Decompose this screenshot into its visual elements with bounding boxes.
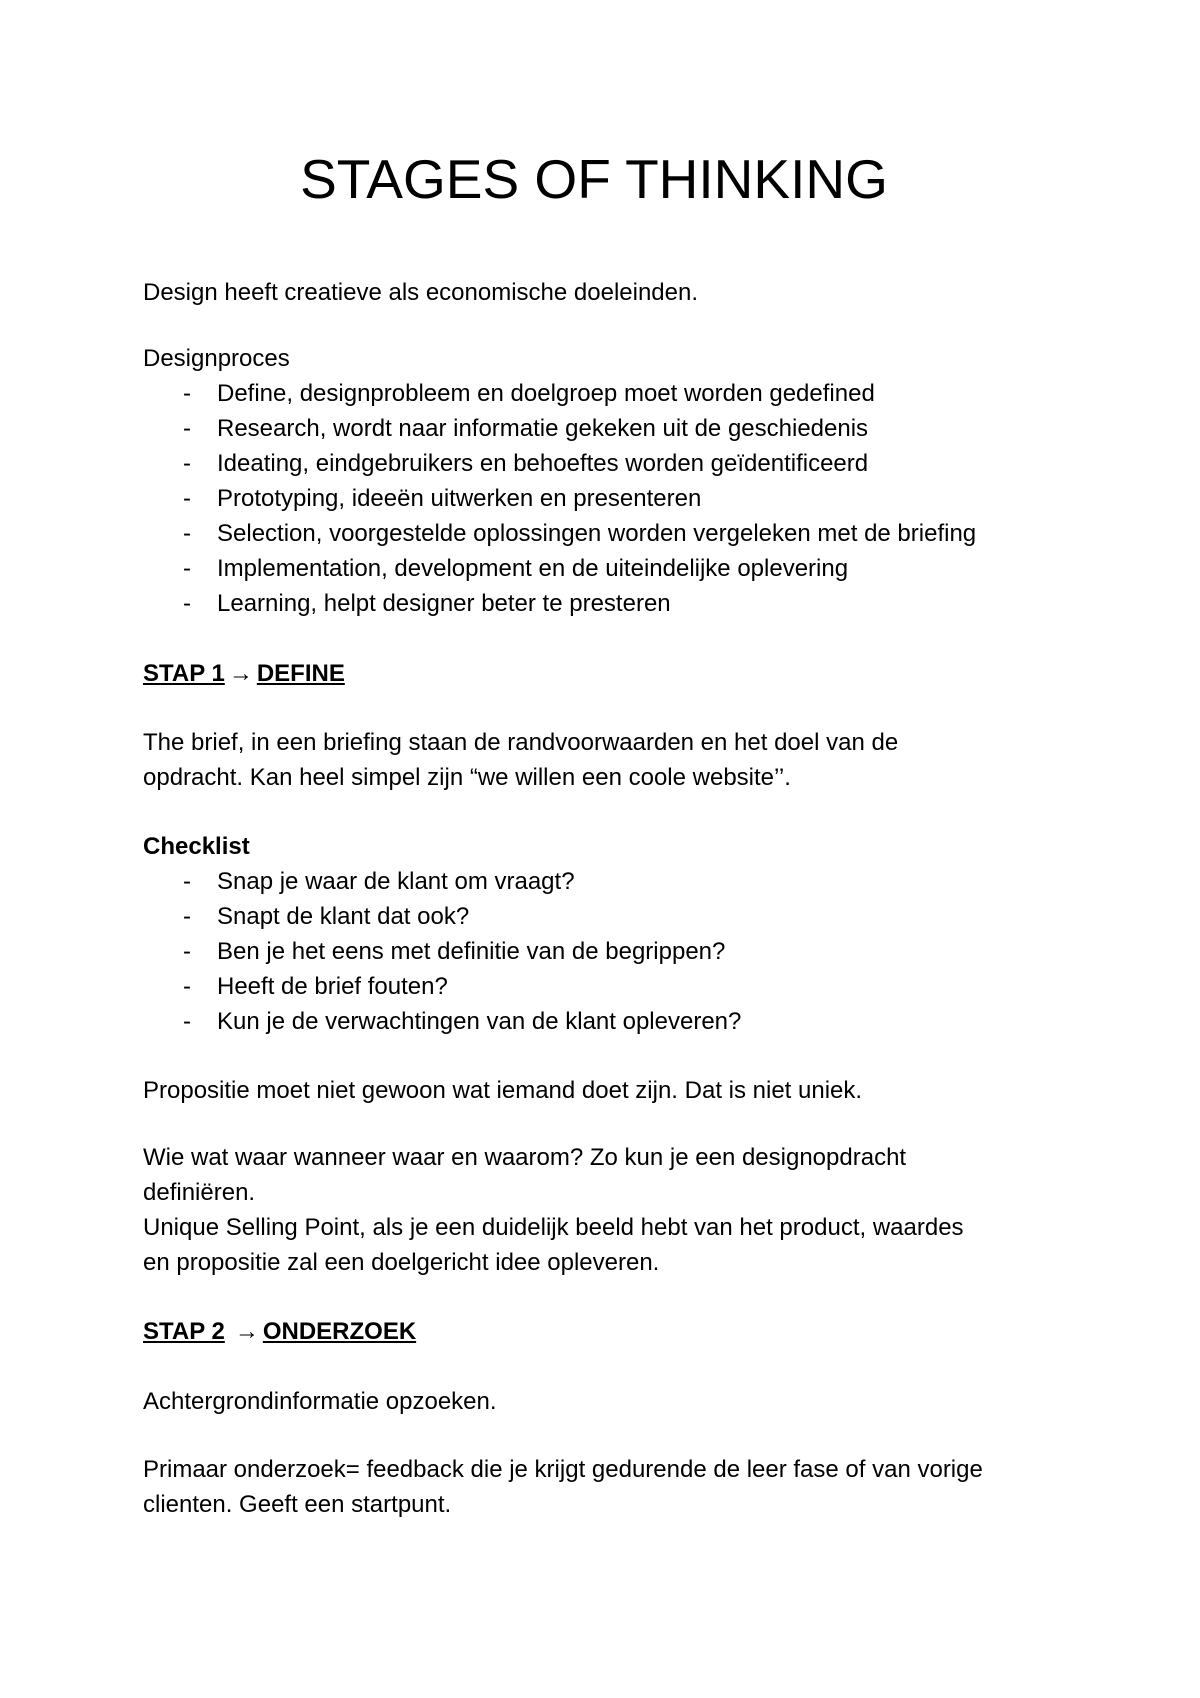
list-item: - Kun je de verwachtingen van de klant opleveren? bbox=[183, 1008, 742, 1035]
list-item-text: Learning, helpt designer beter te presteren bbox=[217, 590, 671, 617]
propositie-line: Propositie moet niet gewoon wat iemand doet zijn. Dat is niet uniek. bbox=[143, 1077, 863, 1104]
brief-line: opdracht. Kan heel simpel zijn “we willen een coole website’’. bbox=[143, 764, 791, 791]
list-item-text: Selection, voorgestelde oplossingen worden vergeleken met de briefing bbox=[217, 520, 977, 547]
list-item: - Research, wordt naar informatie gekeken uit de geschiedenis bbox=[183, 415, 869, 442]
primair-line: clienten. Geeft een startpunt. bbox=[143, 1491, 452, 1518]
list-item: - Define, designprobleem en doelgroep moet worden gedefined bbox=[183, 380, 875, 407]
list-item-text: Prototyping, ideeën uitwerken en presenteren bbox=[217, 485, 702, 512]
brief-paragraph bbox=[143, 725, 1073, 795]
propositie-paragraph bbox=[143, 1073, 1073, 1108]
achtergrond-paragraph bbox=[143, 1384, 1073, 1419]
list-item-text: Heeft de brief fouten? bbox=[217, 973, 448, 1000]
stap2-label: STAP 2 bbox=[143, 1318, 225, 1345]
list-item: - Ideating, eindgebruikers en behoeftes worden geïdentificeerd bbox=[183, 450, 869, 477]
list-item-text: Kun je de verwachtingen van de klant opleveren? bbox=[217, 1008, 742, 1035]
list-item: - Ben je het eens met definitie van de begrippen? bbox=[183, 938, 726, 965]
stap2-name: ONDERZOEK bbox=[262, 1318, 417, 1345]
page-title: STAGES OF THINKING bbox=[300, 148, 888, 210]
intro-paragraph bbox=[143, 275, 1073, 310]
list-item: - Snapt de klant dat ook? bbox=[183, 903, 470, 930]
list-item: - Learning, helpt designer beter te presteren bbox=[183, 590, 671, 617]
stap1-name: DEFINE bbox=[256, 660, 345, 687]
arrow-right-icon: → bbox=[228, 660, 253, 687]
designproces-section bbox=[143, 341, 1073, 621]
stap1-label: STAP 1 bbox=[143, 660, 225, 687]
wie-paragraph bbox=[143, 1140, 1073, 1280]
list-item-text: Research, wordt naar informatie gekeken uit de geschiedenis bbox=[217, 415, 869, 442]
list-item-text: Implementation, development en de uiteindelijke oplevering bbox=[217, 555, 849, 582]
list-item-text: Snap je waar de klant om vraagt? bbox=[217, 868, 575, 895]
list-item-text: Ideating, eindgebruikers en behoeftes worden geïdentificeerd bbox=[217, 450, 869, 477]
list-item-text: Define, designprobleem en doelgroep moet worden gedefined bbox=[217, 380, 875, 407]
list-item: - Selection, voorgestelde oplossingen worden vergeleken met de briefing bbox=[183, 520, 977, 547]
list-item: - Snap je waar de klant om vraagt? bbox=[183, 868, 575, 895]
primair-line: Primaar onderzoek= feedback die je krijgt gedurende de leer fase of van vorige bbox=[143, 1456, 983, 1483]
list-item-text: Ben je het eens met definitie van de begrippen? bbox=[217, 938, 726, 965]
stap2-heading bbox=[143, 1314, 1073, 1349]
usp-line: en propositie zal een doelgericht idee opleveren. bbox=[143, 1249, 660, 1276]
list-item-text: Snapt de klant dat ook? bbox=[217, 903, 470, 930]
list-item: - Heeft de brief fouten? bbox=[183, 973, 448, 1000]
achtergrond-line: Achtergrondinformatie opzoeken. bbox=[143, 1388, 497, 1415]
arrow-right-icon: → bbox=[234, 1318, 259, 1345]
list-item: - Prototyping, ideeën uitwerken en presenteren bbox=[183, 485, 702, 512]
wie-line: Wie wat waar wanneer waar en waarom? Zo kun je een designopdracht bbox=[143, 1144, 907, 1171]
stap2-heading-block bbox=[143, 1314, 1073, 1349]
stap1-heading bbox=[143, 656, 1073, 691]
list-item: - Implementation, development en de uiteindelijke oplevering bbox=[183, 555, 849, 582]
checklist-section bbox=[143, 829, 1073, 1039]
checklist-heading: Checklist bbox=[143, 833, 250, 860]
usp-line: Unique Selling Point, als je een duidelijk beeld hebt van het product, waardes bbox=[143, 1214, 964, 1241]
intro-line: Design heeft creatieve als economische doeleinden. bbox=[143, 279, 699, 306]
designproces-heading: Designproces bbox=[143, 345, 290, 372]
stap1-heading-block bbox=[143, 656, 1073, 691]
primair-paragraph bbox=[143, 1452, 1073, 1522]
wie-line: definiëren. bbox=[143, 1179, 256, 1206]
brief-line: The brief, in een briefing staan de randvoorwaarden en het doel van de bbox=[143, 729, 899, 756]
